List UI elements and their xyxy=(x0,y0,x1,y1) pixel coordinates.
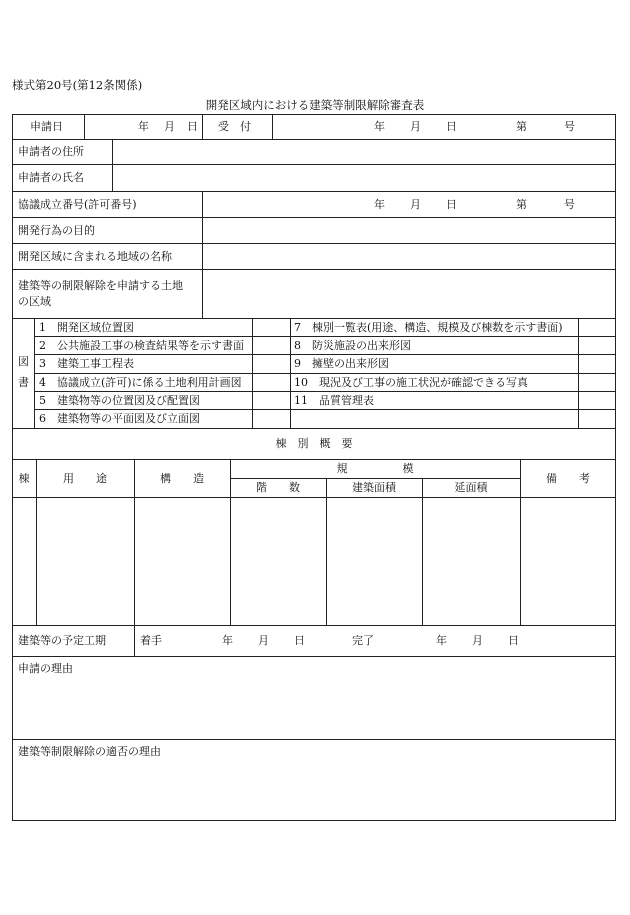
construction-end-label: 完了 xyxy=(352,634,374,647)
document-item: 9 擁壁の出来形図 xyxy=(294,357,389,370)
col-divider xyxy=(202,114,203,139)
row-divider xyxy=(12,243,616,244)
document-item: 4 協議成立(許可)に係る土地利用計画図 xyxy=(39,376,242,389)
application-date-label: 申請日 xyxy=(30,120,63,133)
row-divider xyxy=(12,428,616,429)
row-divider xyxy=(12,497,616,498)
col-header-building: 棟 xyxy=(18,472,30,485)
received-no-suffix: 号 xyxy=(564,120,575,133)
doc-row-divider xyxy=(34,409,616,410)
col-divider xyxy=(578,318,579,428)
row-divider xyxy=(12,269,616,270)
document-item: 3 建築工事工程表 xyxy=(39,357,134,370)
col-divider xyxy=(290,318,291,428)
col-header-remarks: 備 考 xyxy=(546,472,590,485)
row-divider xyxy=(12,318,616,319)
agreement-month-unit: 月 xyxy=(410,198,421,211)
received-month-unit: 月 xyxy=(410,120,421,133)
document-item: 5 建築物等の位置図及び配置図 xyxy=(39,394,200,407)
documents-side-label-2: 書 xyxy=(18,376,29,389)
application-date-day-unit: 日 xyxy=(187,120,198,133)
row-divider xyxy=(12,656,616,657)
document-item: 1 開発区域位置図 xyxy=(39,321,134,334)
application-date-year-unit: 年 xyxy=(138,120,149,133)
row-divider xyxy=(12,139,616,140)
col-header-use: 用 途 xyxy=(63,472,107,485)
construction-end-day-unit: 日 xyxy=(508,634,519,647)
agreement-day-unit: 日 xyxy=(446,198,457,211)
col-header-floor-area: 延面積 xyxy=(454,481,488,494)
doc-row-divider xyxy=(34,354,616,355)
agreement-year-unit: 年 xyxy=(374,198,385,211)
row-divider xyxy=(12,625,616,626)
form-title: 開発区域内における建築等制限解除審査表 xyxy=(205,98,425,112)
land-area-label-line2: の区域 xyxy=(18,295,51,308)
col-divider xyxy=(326,478,327,625)
land-area-label-line1: 建築等の制限解除を申請する土地 xyxy=(18,279,183,292)
col-divider xyxy=(112,139,113,191)
construction-end-year-unit: 年 xyxy=(436,634,447,647)
doc-row-divider xyxy=(34,391,616,392)
received-no-prefix: 第 xyxy=(516,120,527,133)
document-item: 11 品質管理表 xyxy=(294,394,374,407)
documents-side-label-1: 図 xyxy=(18,355,29,368)
col-divider xyxy=(202,191,203,318)
document-item: 10 現況及び工事の施工状況が確認できる写真 xyxy=(294,376,528,389)
document-item: 7 棟別一覧表(用途、構造、規模及び棟数を示す書面) xyxy=(294,321,563,334)
col-header-building-area: 建築面積 xyxy=(352,481,396,494)
row-divider xyxy=(12,191,616,192)
applicant-address-label: 申請者の住所 xyxy=(18,145,84,158)
construction-start-label: 着手 xyxy=(140,634,162,647)
row-divider xyxy=(12,217,616,218)
col-header-structure: 構 造 xyxy=(160,472,204,485)
col-divider xyxy=(134,625,135,656)
approval-reason-label: 建築等制限解除の適否の理由 xyxy=(18,745,161,758)
application-reason-label: 申請の理由 xyxy=(18,662,73,675)
construction-end-month-unit: 月 xyxy=(472,634,483,647)
review-form-table xyxy=(12,114,616,821)
received-label: 受 付 xyxy=(218,120,251,133)
agreement-no-prefix: 第 xyxy=(516,198,527,211)
construction-start-day-unit: 日 xyxy=(294,634,305,647)
agreement-no-suffix: 号 xyxy=(564,198,575,211)
form-number: 様式第20号(第12条関係) xyxy=(12,78,143,92)
building-summary-title: 棟 別 概 要 xyxy=(275,437,353,450)
construction-start-month-unit: 月 xyxy=(258,634,269,647)
col-divider xyxy=(272,114,273,139)
doc-row-divider xyxy=(34,336,616,337)
col-divider xyxy=(252,318,253,428)
construction-period-label: 建築等の予定工期 xyxy=(18,634,106,647)
col-divider xyxy=(34,318,35,428)
row-divider xyxy=(12,459,616,460)
scale-subheader-divider xyxy=(230,478,520,479)
received-year-unit: 年 xyxy=(374,120,385,133)
col-divider xyxy=(84,114,85,139)
row-divider xyxy=(12,739,616,740)
area-name-label: 開発区域に含まれる地域の名称 xyxy=(18,250,172,263)
row-divider xyxy=(12,164,616,165)
col-header-scale: 規 模 xyxy=(336,462,414,475)
received-day-unit: 日 xyxy=(446,120,457,133)
doc-row-divider xyxy=(34,373,616,374)
application-date-month-unit: 月 xyxy=(164,120,175,133)
document-item: 6 建築物等の平面図及び立面図 xyxy=(39,412,200,425)
col-divider xyxy=(422,478,423,625)
document-item: 2 公共施設工事の検査結果等を示す書面 xyxy=(39,339,244,352)
col-header-floors: 階 数 xyxy=(256,481,300,494)
development-purpose-label: 開発行為の目的 xyxy=(18,224,95,237)
construction-start-year-unit: 年 xyxy=(222,634,233,647)
applicant-name-label: 申請者の氏名 xyxy=(18,171,84,184)
agreement-number-label: 協議成立番号(許可番号) xyxy=(18,198,137,211)
document-item: 8 防災施設の出来形図 xyxy=(294,339,411,352)
